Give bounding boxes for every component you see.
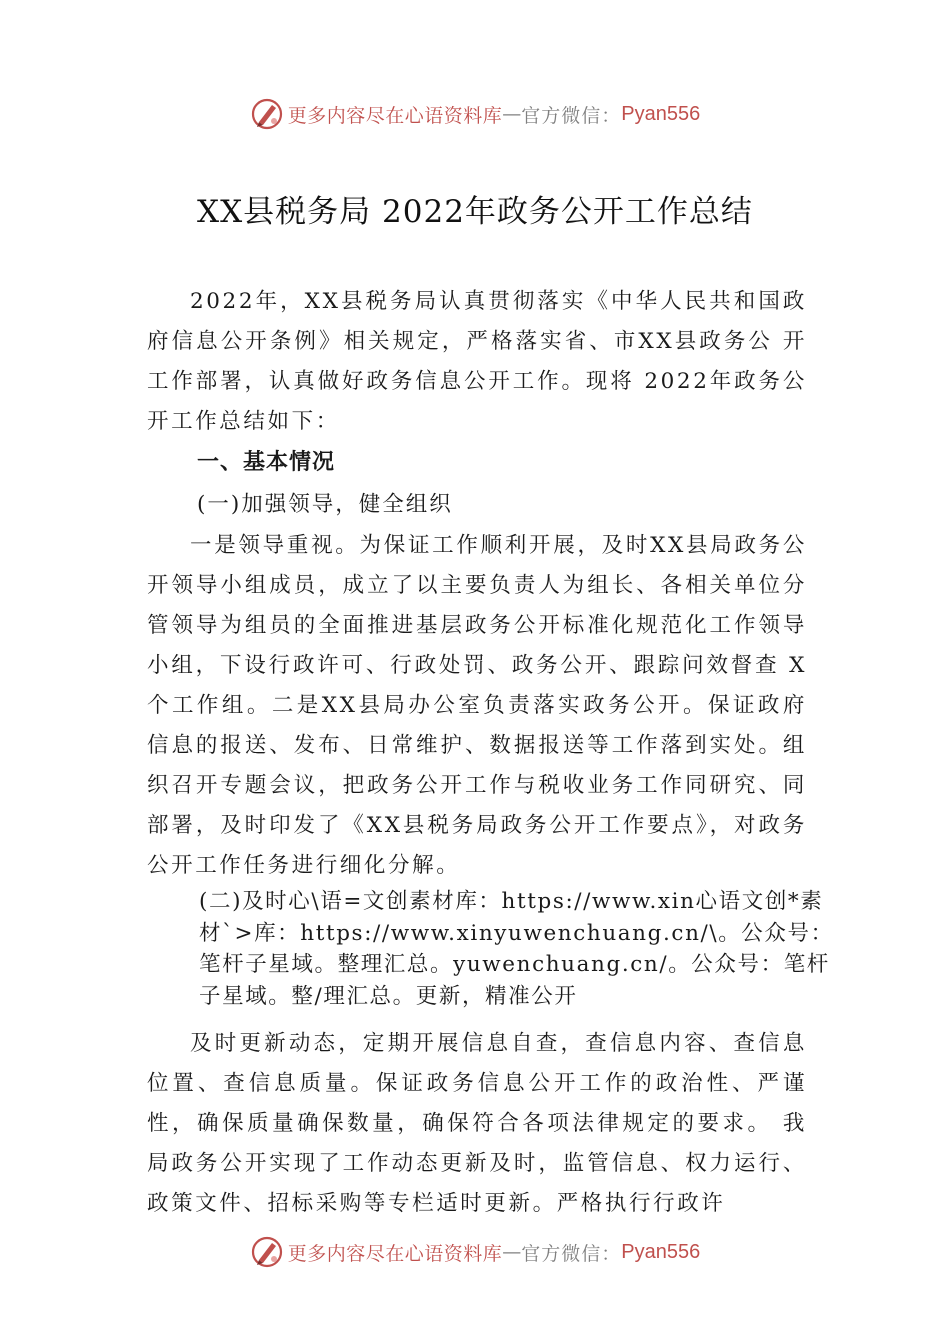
subsection-heading-timely-update: (二)及时心\语=文创素材库：https://www.xin心语文创*素材`>库：https://www.xinyuwenchuang.cn/\。公众号：笔杆子星域。整理汇总。yuwenchuang.cn/。公众号：笔杆子星域。整/理汇总。更新，精准公开 (199, 889, 834, 1009)
banner-wechat-label: 官方微信： (521, 104, 622, 127)
banner-dash: — (502, 103, 522, 125)
pen-brush-logo-icon (250, 97, 284, 131)
document-title: XX县税务局 2022年政务公开工作总结 (197, 194, 753, 230)
banner-dash: — (502, 1241, 522, 1263)
banner-text: 更多内容尽在心语资料库 (287, 1242, 503, 1265)
header-watermark-banner (0, 94, 950, 134)
leadership-paragraph: 一是领导重视。为保证工作顺利开展，及时XX县局政务公开领导小组成员，成立了以主要负责人为组长、各相关单位分管领导为组员的全面推进基层政务公开标准化规范化工作领导小组，下设行政许可、行政处罚、政务公开、跟踪问效督查 X 个工作组。二是XX县局办公室负责落实政务公开。保证政府信息的报送、发布、日常维护、数据报送等工作落到实处。组织召开专题会议，把政务公开工作与税收业务工作同研究、同部署，及时印发了《XX县税务局政务公开工作要点》，对政务公开工作任务进行细化分解。 (147, 533, 807, 878)
subsection-heading-leadership: (一)加强领导，健全组织 (197, 492, 453, 517)
intro-paragraph: 2022年，XX县税务局认真贯彻落实《中华人民共和国政府信息公开条例》相关规定，严格落实省、市XX县政务公 开工作部署，认真做好政务信息公开工作。现将 2022年政务公开工作总结如下： (147, 289, 807, 434)
document-body (147, 282, 834, 1224)
timely-update-paragraph: 及时更新动态，定期开展信息自查，查信息内容、查信息位置、查信息质量。保证政务信息公开工作的政治性、严谨性，确保质量确保数量，确保符合各项法律规定的要求。 我局政务公开实现了工作动态更新及时，监管信息、权力运行、政策文件、招标采购等专栏适时更新。严格执行行政许 (147, 1031, 807, 1216)
footer-watermark-banner (0, 1232, 950, 1272)
banner-wechat-id: Pyan556 (621, 102, 701, 125)
banner-text: 更多内容尽在心语资料库 (287, 104, 503, 127)
pen-brush-logo-icon (250, 1235, 284, 1269)
section-heading-basic-situation: 一、基本情况 (197, 450, 336, 475)
banner-wechat-label: 官方微信： (521, 1242, 622, 1265)
banner-wechat-id: Pyan556 (621, 1240, 701, 1263)
